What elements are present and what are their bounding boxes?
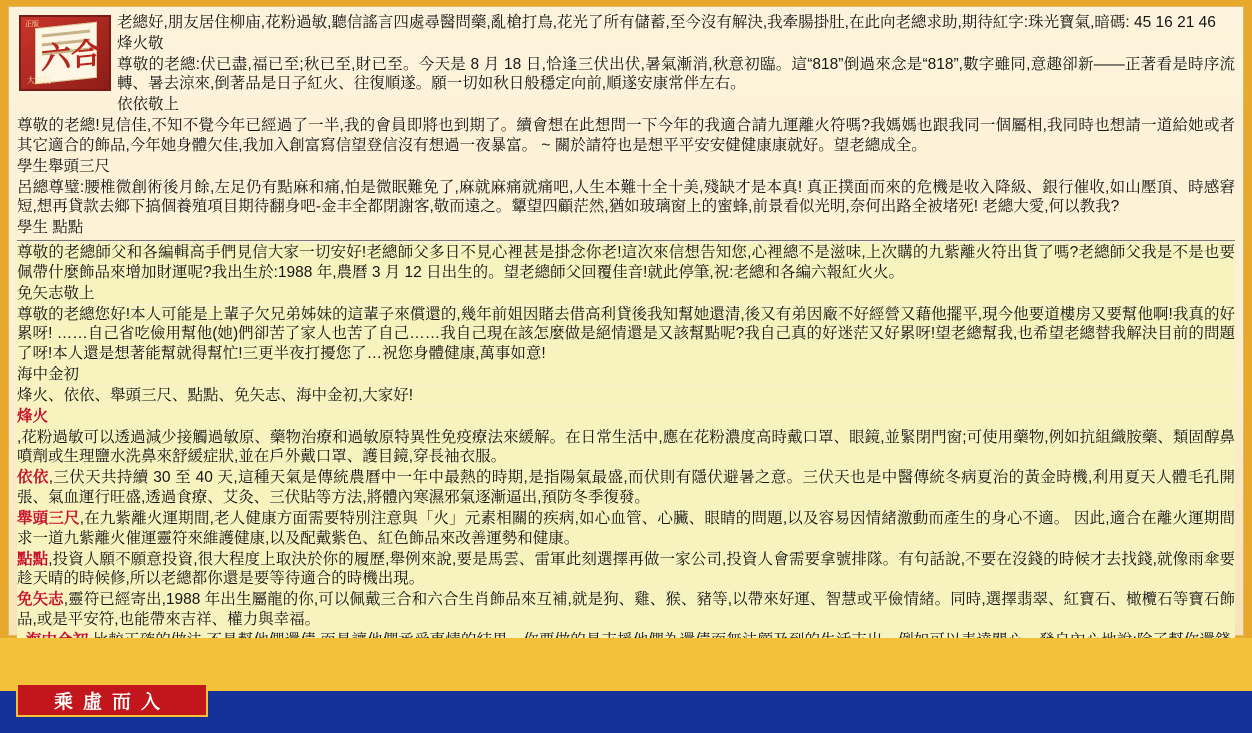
reply-body <box>17 407 1235 671</box>
logo-bottom-tag: 大富翁 <box>27 76 51 85</box>
reply-text: ,靈符已經寄出,1988 年出生屬龍的你,可以佩戴三合和六合生肖飾品來互補,就是狗、雞、猴、豬等,以帶來好運、智慧或平儉情緒。同時,選擇翡翠、紅寶石、橄欖石等寶石飾品,或是平安符,也能帶來吉祥、權力與幸福。 <box>17 591 1235 629</box>
footer-idiom-tab[interactable]: 乘虛而入 <box>16 683 208 717</box>
letter-block-3 <box>17 116 1235 176</box>
reply-text: ,投資人願不願意投資,很大程度上取決於你的履歷,舉例來說,要是馬雲、雷軍此刻選擇再做一家公司,投資人會需要拿號排隊。有句話說,不要在沒錢的時候才去找錢,就像雨傘要趁天晴的時候修,所以老總都你還是要等待適合的時機出現。 <box>17 550 1235 588</box>
letter-block-1 <box>17 13 1235 116</box>
letter-block-4 <box>17 178 1235 238</box>
reply-name: 舉頭三尺 <box>17 509 80 527</box>
letter-body: 尊敬的老總!見信佳,不知不覺今年已經過了一半,我的會員即將也到期了。續會想在此想問一下今年的我適合請九運離火符嗎?我媽媽也跟我同一個屬相,我同時也想請一道給她或者其它適合的飾品,今年她身體欠佳,我加入創富寫信望登信沒有想過一夜暴富。 ~ 關於請符也是想平平安安健健康康就好。望老總成全。 <box>17 117 1235 154</box>
letter-signature: 學生 點點 <box>17 219 84 237</box>
reply-text: ,三伏天共持續 30 至 40 天,這種天氣是傳統農曆中一年中最熱的時期,是指陽氣最盛,而伏則有隱伏避暑之意。三伏天也是中醫傳統冬病夏治的黃金時機,利用夏天人體毛孔開張、氣血運行旺盛,透過食療、艾灸、三伏貼等方法,將體內寒濕邪氣逐漸逼出,預防冬季復發。 <box>17 469 1235 507</box>
reply-text: ,在九紫離火運期間,老人健康方面需要特別注意與「火」元素相關的疾病,如心血管、心臟、眼睛的問題,以及容易因情緒激動而產生的身心不適。 因此,適合在離火運期間求一道九紫離火催運靈符來維護健康,以及配戴紫色、紅色飾品來改善運勢和健康。 <box>17 509 1235 547</box>
letter-body: 尊敬的老總:伏已盡,福已至;秋已至,財已至。今天是 8 月 18 日,恰逢三伏出伏,暑氣漸消,秋意初臨。這“818”倒過來念是“818”,數字雖同,意趣卻新——正著看是時序流轉、暑去涼來,倒著品是日子紅火、往復順遂。願一切如秋日般穩定向前,順遂安康常伴左右。 <box>117 55 1235 93</box>
letter-signature: 學生舉頭三尺 <box>17 157 111 175</box>
logo-top-tag: 正版 <box>25 21 39 28</box>
letter-signature: 海中金初 <box>17 366 80 384</box>
reply-name: 烽火 <box>17 407 49 425</box>
letter-body: 老總好,朋友居住柳庙,花粉過敏,聽信謠言四處尋醫問藥,亂槍打鳥,花光了所有儲蓄,至今沒有解決,我牽腸掛肚,在此向老總求助,期待紅字:珠光寶氣,暗碼: 45 16 21 46 <box>117 14 1216 31</box>
reply-name: 免矢志 <box>17 591 64 609</box>
letter-block-5 <box>17 243 1235 303</box>
site-logo <box>19 15 111 91</box>
reply-greeting: 烽火、依依、舉頭三尺、點點、免矢志、海中金初,大家好! <box>17 386 1235 406</box>
reply-name: 依依 <box>17 469 49 487</box>
letter-block-6 <box>17 305 1235 385</box>
divider <box>17 240 1235 241</box>
letter-signature: 免矢志敬上 <box>17 284 95 302</box>
letter-body: 尊敬的老總您好!本人可能是上輩子欠兄弟姊妹的這輩子來償還的,幾年前姐因賭去借高利貸後我知幫她還清,後又有弟因廠不好經營又藉他擺平,現今他要道樓房又要幫他啊!我真的好累呀! ……自己省吃儉用幫他(她)們卻苦了家人也苦了自己……我自己現在該怎麼做是絕情還是又該幫點呢?我自己真的好迷茫又好累呀!望老總幫我,也希望老總替我解決目前的問題了呀!本人還是想著能幫就得幫忙!三更半夜打擾您了…祝您身體健康,萬事如意! <box>17 305 1235 363</box>
letter-signature: 依依敬上 <box>117 96 180 114</box>
letter-body: 尊敬的老總師父和各編輯高手們見信大家一切安好!老總師父多日不見心裡甚是掛念你老!這次來信想告知您,心裡總不是滋味,上次購的九紫離火符出貨了嗎?老總師父我是不是也要佩帶什麼飾品來增加財運呢?我出生於:1988 年,農曆 3 月 12 日出生的。望老總師父回覆佳音!就此停筆,祝:老總和各編六報紅火火。 <box>17 244 1235 281</box>
letter-signature: 烽火敬 <box>117 34 164 52</box>
reply-text: ,花粉過敏可以透過減少接觸過敏原、藥物治療和過敏原特異性免疫療法來緩解。在日常生活中,應在花粉濃度高時戴口罩、眼鏡,並緊閉門窗;可使用藥物,例如抗組織胺藥、類固醇鼻噴劑或生理鹽水洗鼻來舒緩症狀,並在戶外戴口罩、護目鏡,穿長袖衣服。 <box>17 428 1235 466</box>
letter-body: 呂總尊璧:腰椎微創術後月餘,左足仍有點麻和痛,怕是微眠難免了,麻就麻痛就痛吧,人生本難十全十美,殘缺才是本真! 真正撲面而來的危機是收入降級、銀行催收,如山壓頂、時感窘短,想再貸款去鄉下搞個養殖項目期待翻身吧-金丰全都閉謝客,敬而遠之。顰望四顧茫然,猶如玻璃窗上的蜜蜂,前景看似光明,奈何出路全被堵死! 老總大愛,何以教我? <box>17 178 1235 216</box>
logo-brand-char: 六合 <box>41 36 101 77</box>
reply-name: 點點 <box>17 550 49 568</box>
parchment-panel <box>8 6 1244 636</box>
